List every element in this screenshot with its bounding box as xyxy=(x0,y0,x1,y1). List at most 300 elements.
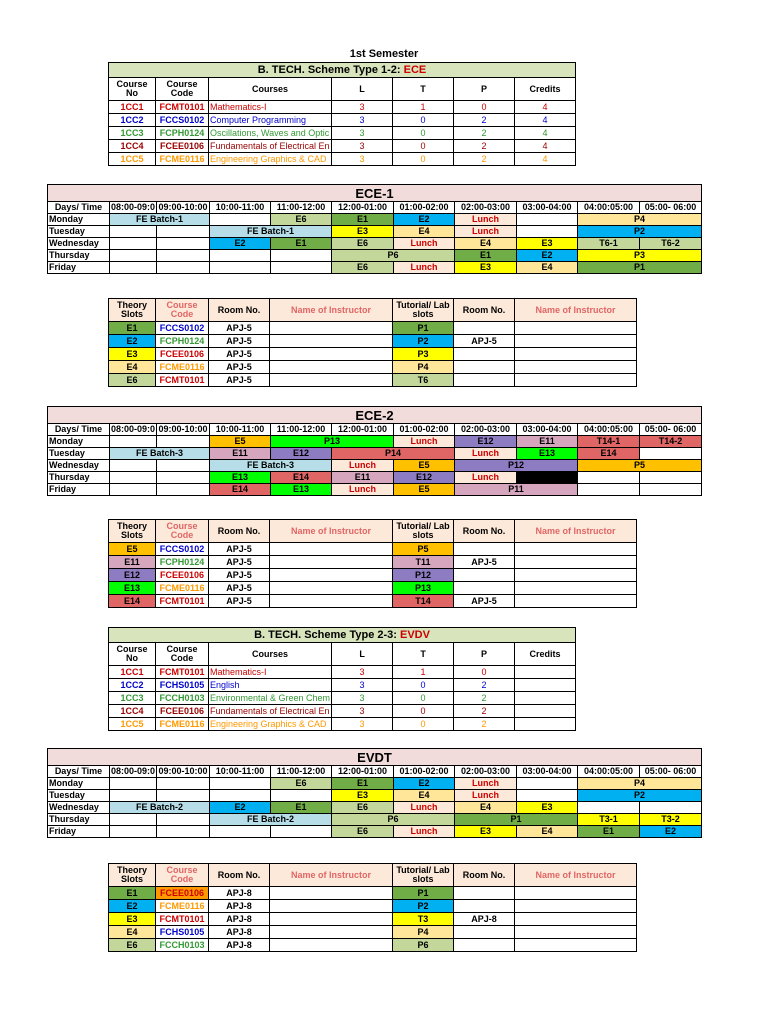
slot-cell xyxy=(110,262,157,274)
slot-cell: E6 xyxy=(271,778,332,790)
room-no: APJ-5 xyxy=(209,374,270,387)
slot-cell: E2 xyxy=(210,802,271,814)
slot-cell: E2 xyxy=(210,238,271,250)
tutorial-instructor-name xyxy=(515,939,637,952)
time-header-cell: 08:00-09:0 xyxy=(111,766,156,776)
slot-cell xyxy=(517,226,578,238)
day-label: Thursday xyxy=(48,472,110,484)
instructor-name xyxy=(270,361,393,374)
course-name: Oscillations, Waves and Optic xyxy=(209,127,332,140)
tutorial-slot: P4 xyxy=(393,361,454,374)
time-header-cell: 01:00-02:00 xyxy=(394,766,455,778)
slot-cell xyxy=(578,484,640,496)
course-name: Fundamentals of Electrical En xyxy=(210,140,330,151)
room-no: APJ-8 xyxy=(209,939,270,952)
time-header-cell: 10:00-11:00 xyxy=(210,202,271,214)
time-header-cell: 01:00-02:00 xyxy=(394,202,455,214)
scheme-2-title xyxy=(109,628,576,643)
instructor-name xyxy=(270,939,393,952)
scheme-2-header-cell: Courses xyxy=(209,643,332,666)
course-no: 1CC2 xyxy=(109,114,156,127)
room-no: APJ-5 xyxy=(209,556,270,569)
course-l: 3 xyxy=(332,679,393,692)
lunch-cell: Lunch xyxy=(455,226,517,238)
tutorial-instructor-name xyxy=(515,322,637,335)
slot-cell: P6 xyxy=(332,250,455,262)
theory-slot: E4 xyxy=(109,361,156,374)
scheme-1-title-prefix: B. TECH. Scheme Type 1-2: xyxy=(257,63,404,76)
day-label: Tuesday xyxy=(48,226,110,238)
course-code: FCMT0101 xyxy=(156,913,209,926)
slot-cell: E14 xyxy=(578,448,640,460)
time-header-cell: Days/ Time xyxy=(48,202,110,214)
slot-cell xyxy=(157,226,210,238)
ece-1-timetable xyxy=(47,184,702,274)
lunch-cell: Lunch xyxy=(332,460,394,472)
slot-header-cell: Course Code xyxy=(156,864,209,887)
course-t: 0 xyxy=(393,140,454,153)
tutorial-room-no: APJ-5 xyxy=(454,556,515,569)
course-no: 1CC4 xyxy=(109,140,156,153)
slot-cell xyxy=(110,226,157,238)
course-credits xyxy=(515,679,576,692)
slot-row xyxy=(109,348,637,361)
scheme-2-title-prefix: B. TECH. Scheme Type 2-3: xyxy=(254,628,400,641)
course-t: 1 xyxy=(393,666,454,679)
tutorial-room-no xyxy=(454,900,515,913)
slot-cell: T6-1 xyxy=(578,238,640,250)
scheme-2-row xyxy=(109,705,576,718)
ece-1-slots-header-row xyxy=(109,299,637,322)
course-p: 0 xyxy=(454,666,515,679)
tutorial-slot: P6 xyxy=(393,939,454,952)
scheme-1-row xyxy=(109,127,576,140)
scheme-2-row xyxy=(109,666,576,679)
theory-slot: E14 xyxy=(109,595,156,608)
room-no: APJ-8 xyxy=(209,900,270,913)
slot-cell xyxy=(517,778,578,790)
slot-cell: P5 xyxy=(578,460,702,472)
ece-2-title-row xyxy=(48,407,702,424)
day-label: Wednesday xyxy=(48,802,110,814)
scheme-1-table xyxy=(108,62,576,166)
lunch-cell: Lunch xyxy=(394,238,455,250)
day-label: Monday xyxy=(48,778,110,790)
scheme-2-header-row xyxy=(109,643,576,666)
day-row-friday xyxy=(48,484,702,496)
scheme-2-title-row xyxy=(109,628,576,643)
slot-header-cell: Name of Instructor xyxy=(515,520,637,543)
course-no: 1CC5 xyxy=(109,718,156,731)
slot-row xyxy=(109,595,637,608)
slot-cell: E14 xyxy=(210,484,271,496)
ece-2-grid xyxy=(47,406,702,496)
slot-cell xyxy=(157,436,210,448)
course-code: FCMT0101 xyxy=(156,374,209,387)
time-header-cell: 11:00-12:00 xyxy=(271,424,332,436)
theory-slot: E4 xyxy=(109,926,156,939)
tutorial-room-no xyxy=(454,939,515,952)
slot-cell: P2 xyxy=(578,790,702,802)
evdt-title-row xyxy=(48,749,702,766)
slot-cell: P1 xyxy=(455,814,578,826)
course-no: 1CC3 xyxy=(109,127,156,140)
slot-cell xyxy=(640,448,702,460)
slot-cell xyxy=(210,262,271,274)
scheme-1-row xyxy=(109,140,576,153)
scheme-2-header-cell: Course Code xyxy=(156,643,209,666)
slot-cell: FE Batch-1 xyxy=(210,226,332,238)
slot-header-cell: Room No. xyxy=(454,864,515,887)
slot-cell: FE Batch-3 xyxy=(110,448,210,460)
slot-cell xyxy=(110,250,157,262)
lunch-cell: Lunch xyxy=(394,436,455,448)
ece-2-time-header-row xyxy=(48,424,702,436)
course-l: 3 xyxy=(332,153,393,166)
slot-header-cell: Room No. xyxy=(454,520,515,543)
lunch-cell: Lunch xyxy=(455,214,517,226)
course-p: 2 xyxy=(454,705,515,718)
slot-cell: P3 xyxy=(578,250,702,262)
time-header-cell: 05:00- 06:00 xyxy=(640,202,702,214)
day-row-wednesday xyxy=(48,460,702,472)
ece-1-title: ECE-1 xyxy=(48,185,702,202)
course-name: Fundamentals of Electrical En xyxy=(210,705,330,716)
slot-header-cell: Theory Slots xyxy=(109,520,156,543)
tutorial-instructor-name xyxy=(515,582,637,595)
slot-cell: E4 xyxy=(517,262,578,274)
slot-cell: E6 xyxy=(332,262,394,274)
course-code: FCCS0102 xyxy=(156,114,209,127)
time-header-cell: 11:00-12:00 xyxy=(271,202,332,214)
time-header-cell: 12:00-01:00 xyxy=(332,424,394,436)
slot-cell xyxy=(271,250,332,262)
slot-cell xyxy=(517,790,578,802)
evdt-slots-grid xyxy=(108,863,637,952)
scheme-2-header-cell: L xyxy=(332,643,393,666)
slot-cell: P14 xyxy=(332,448,455,460)
course-credits xyxy=(515,666,576,679)
slot-cell xyxy=(271,262,332,274)
slot-cell xyxy=(110,826,157,838)
scheme-1-header-cell: Courses xyxy=(209,78,332,101)
slot-cell: E6 xyxy=(332,826,394,838)
slot-cell xyxy=(157,790,210,802)
course-code: FCPH0124 xyxy=(156,335,209,348)
slot-cell: T3-2 xyxy=(640,814,702,826)
course-p: 0 xyxy=(454,101,515,114)
day-row-monday xyxy=(48,436,702,448)
room-no: APJ-8 xyxy=(209,913,270,926)
time-header-cell: Days/ Time xyxy=(48,766,110,778)
slot-cell: E1 xyxy=(271,802,332,814)
time-header-cell: 12:00-01:00 xyxy=(332,766,394,778)
course-l: 3 xyxy=(332,140,393,153)
theory-slot: E2 xyxy=(109,900,156,913)
ece-2-slots-grid xyxy=(108,519,637,608)
theory-slot: E3 xyxy=(109,913,156,926)
course-no: 1CC1 xyxy=(109,666,156,679)
day-row-monday xyxy=(48,778,702,790)
slot-cell xyxy=(578,472,640,484)
tutorial-instructor-name xyxy=(515,900,637,913)
lunch-cell: Lunch xyxy=(455,790,517,802)
slot-cell: E5 xyxy=(394,460,455,472)
slot-header-cell: Room No. xyxy=(209,520,270,543)
time-header-cell: 01:00-02:00 xyxy=(394,424,455,436)
slot-cell: FE Batch-2 xyxy=(110,802,210,814)
slot-cell: E2 xyxy=(394,214,455,226)
slot-header-cell: Theory Slots xyxy=(109,299,156,322)
slot-cell xyxy=(157,484,210,496)
theory-slot: E3 xyxy=(109,348,156,361)
evdt-time-header-row xyxy=(48,766,702,778)
slot-cell: E4 xyxy=(455,238,517,250)
tutorial-instructor-name xyxy=(515,556,637,569)
slot-cell: FE Batch-1 xyxy=(110,214,210,226)
slot-cell: E1 xyxy=(455,250,517,262)
slot-cell xyxy=(517,472,578,484)
day-label: Thursday xyxy=(48,814,110,826)
slot-cell: E13 xyxy=(210,472,271,484)
theory-slot: E5 xyxy=(109,543,156,556)
slot-row xyxy=(109,569,637,582)
room-no: APJ-5 xyxy=(209,569,270,582)
slot-cell xyxy=(157,472,210,484)
ece-2-title: ECE-2 xyxy=(48,407,702,424)
lunch-cell: Lunch xyxy=(332,484,394,496)
slot-cell xyxy=(210,826,271,838)
course-credits: 4 xyxy=(515,140,576,153)
course-name: Engineering Graphics & CAD xyxy=(209,153,332,166)
semester-title: 1st Semester xyxy=(349,48,419,60)
slot-cell: E3 xyxy=(455,826,517,838)
slot-row xyxy=(109,913,637,926)
day-row-monday xyxy=(48,214,702,226)
slot-cell xyxy=(271,826,332,838)
time-header-cell: 03:00-04:00 xyxy=(517,766,578,778)
course-code: FCMT0101 xyxy=(156,595,209,608)
course-code: FCHS0105 xyxy=(156,679,209,692)
scheme-1-row xyxy=(109,114,576,127)
scheme-2-table-grid xyxy=(108,627,576,731)
tutorial-room-no: APJ-8 xyxy=(454,913,515,926)
tutorial-instructor-name xyxy=(515,569,637,582)
slot-cell: E6 xyxy=(332,802,394,814)
theory-slot: E6 xyxy=(109,939,156,952)
lunch-cell: Lunch xyxy=(394,262,455,274)
tutorial-instructor-name xyxy=(515,926,637,939)
time-header-cell: 02:00-03:00 xyxy=(455,766,517,778)
scheme-2-title-highlight: EVDV xyxy=(399,628,430,641)
slot-cell: E11 xyxy=(210,448,271,460)
slot-header-cell: Room No. xyxy=(209,299,270,322)
instructor-name xyxy=(270,348,393,361)
slot-cell: FE Batch-3 xyxy=(210,460,332,472)
slot-cell: E3 xyxy=(455,262,517,274)
course-t: 0 xyxy=(393,705,454,718)
course-l: 3 xyxy=(332,101,393,114)
slot-cell xyxy=(210,790,271,802)
slot-row xyxy=(109,926,637,939)
course-no: 1CC5 xyxy=(109,153,156,166)
course-name: Engineering Graphics & CAD xyxy=(209,718,332,731)
course-t: 0 xyxy=(393,127,454,140)
course-code: FCMT0101 xyxy=(156,666,209,679)
course-t: 0 xyxy=(393,718,454,731)
instructor-name xyxy=(270,595,393,608)
slot-cell: E12 xyxy=(271,448,332,460)
course-l: 3 xyxy=(332,114,393,127)
slot-cell: E3 xyxy=(517,802,578,814)
day-row-wednesday xyxy=(48,238,702,250)
slot-cell: P4 xyxy=(578,778,702,790)
lunch-cell: Lunch xyxy=(455,778,517,790)
day-label: Tuesday xyxy=(48,448,110,460)
ece-2-timetable xyxy=(47,406,702,496)
slot-header-cell: Name of Instructor xyxy=(515,299,637,322)
time-header-cell: 11:00-12:00 xyxy=(271,766,332,778)
scheme-1-table-grid xyxy=(108,62,576,166)
tutorial-room-no xyxy=(454,361,515,374)
day-label: Friday xyxy=(48,262,110,274)
slot-cell: E5 xyxy=(210,436,271,448)
slot-cell: E6 xyxy=(271,214,332,226)
time-header-cell: 03:00-04:00 xyxy=(517,424,578,436)
course-p: 2 xyxy=(454,679,515,692)
slot-cell xyxy=(110,460,157,472)
slot-header-cell: Tutorial/ Lab slots xyxy=(393,520,454,543)
slot-cell xyxy=(110,778,157,790)
day-label: Monday xyxy=(48,214,110,226)
slot-cell: E4 xyxy=(394,226,455,238)
day-label: Friday xyxy=(48,484,110,496)
instructor-name xyxy=(270,335,393,348)
time-header-cell: 10:00-11:00 xyxy=(210,766,271,778)
tutorial-slot: T3 xyxy=(393,913,454,926)
slot-cell xyxy=(640,802,702,814)
slot-header-cell: Room No. xyxy=(209,864,270,887)
room-no: APJ-8 xyxy=(209,887,270,900)
time-header-cell: 02:00-03:00 xyxy=(455,202,517,214)
ece-1-grid xyxy=(47,184,702,274)
tutorial-instructor-name xyxy=(515,361,637,374)
slot-cell: T14-1 xyxy=(578,436,640,448)
slot-cell xyxy=(210,778,271,790)
slot-cell xyxy=(157,826,210,838)
course-no: 1CC2 xyxy=(109,679,156,692)
day-row-thursday xyxy=(48,814,702,826)
tutorial-room-no xyxy=(454,887,515,900)
course-code: FCME0116 xyxy=(156,900,209,913)
course-l: 3 xyxy=(332,127,393,140)
course-p: 2 xyxy=(454,114,515,127)
slot-cell xyxy=(110,814,157,826)
evdt-slots-header-row xyxy=(109,864,637,887)
slot-cell xyxy=(578,802,640,814)
instructor-name xyxy=(270,926,393,939)
tutorial-slot: P1 xyxy=(393,322,454,335)
time-header-cell: 09:00-10:00 xyxy=(158,766,208,776)
slot-cell: E4 xyxy=(455,802,517,814)
course-code: FCME0116 xyxy=(156,361,209,374)
slot-cell: E3 xyxy=(332,790,394,802)
slot-cell: E3 xyxy=(517,238,578,250)
scheme-2-header-cell: T xyxy=(393,643,454,666)
tutorial-slot: T11 xyxy=(393,556,454,569)
time-header-cell: 04:00:05:00 xyxy=(578,424,640,436)
course-code: FCEE0106 xyxy=(156,569,209,582)
slot-header-cell: Tutorial/ Lab slots xyxy=(393,864,454,887)
slot-cell xyxy=(110,484,157,496)
instructor-name xyxy=(270,569,393,582)
course-l: 3 xyxy=(332,666,393,679)
slot-cell: P2 xyxy=(578,226,702,238)
scheme-2-row xyxy=(109,718,576,731)
evdt-grid xyxy=(47,748,702,838)
instructor-name xyxy=(270,900,393,913)
day-label: Thursday xyxy=(48,250,110,262)
scheme-2-row xyxy=(109,692,576,705)
day-label: Tuesday xyxy=(48,790,110,802)
slot-cell: E12 xyxy=(455,436,517,448)
tutorial-slot: P4 xyxy=(393,926,454,939)
slot-row xyxy=(109,582,637,595)
room-no: APJ-8 xyxy=(209,926,270,939)
time-header-cell: 10:00-11:00 xyxy=(210,424,271,436)
day-row-thursday xyxy=(48,472,702,484)
slot-row xyxy=(109,900,637,913)
slot-cell: E1 xyxy=(271,238,332,250)
tutorial-instructor-name xyxy=(515,543,637,556)
scheme-1-row xyxy=(109,101,576,114)
course-credits: 4 xyxy=(515,114,576,127)
course-code: FCPH0124 xyxy=(156,556,209,569)
lunch-cell: Lunch xyxy=(394,802,455,814)
slot-cell: P4 xyxy=(578,214,702,226)
course-code: FCEE0106 xyxy=(156,348,209,361)
course-name: Mathematics-I xyxy=(209,101,332,114)
scheme-1-header-cell: Course No xyxy=(109,78,156,101)
tutorial-slot: T6 xyxy=(393,374,454,387)
slot-row xyxy=(109,322,637,335)
slot-row xyxy=(109,374,637,387)
day-label: Wednesday xyxy=(48,460,110,472)
slot-cell xyxy=(157,238,210,250)
time-header-cell: 05:00- 06:00 xyxy=(640,766,702,778)
course-t: 0 xyxy=(393,114,454,127)
course-code: FCME0116 xyxy=(156,153,209,166)
tutorial-room-no xyxy=(454,569,515,582)
tutorial-room-no xyxy=(454,348,515,361)
day-label: Monday xyxy=(48,436,110,448)
room-no: APJ-5 xyxy=(209,595,270,608)
room-no: APJ-5 xyxy=(209,582,270,595)
course-credits: 4 xyxy=(515,101,576,114)
tutorial-slot: T14 xyxy=(393,595,454,608)
course-t: 0 xyxy=(393,679,454,692)
scheme-1-header-cell: L xyxy=(332,78,393,101)
room-no: APJ-5 xyxy=(209,322,270,335)
course-credits: 4 xyxy=(515,153,576,166)
time-header-cell: 04:00:05:00 xyxy=(578,766,640,778)
slot-cell: E13 xyxy=(517,448,578,460)
tutorial-room-no xyxy=(454,926,515,939)
theory-slot: E6 xyxy=(109,374,156,387)
tutorial-room-no: APJ-5 xyxy=(454,335,515,348)
course-l: 3 xyxy=(332,705,393,718)
room-no: APJ-5 xyxy=(209,335,270,348)
